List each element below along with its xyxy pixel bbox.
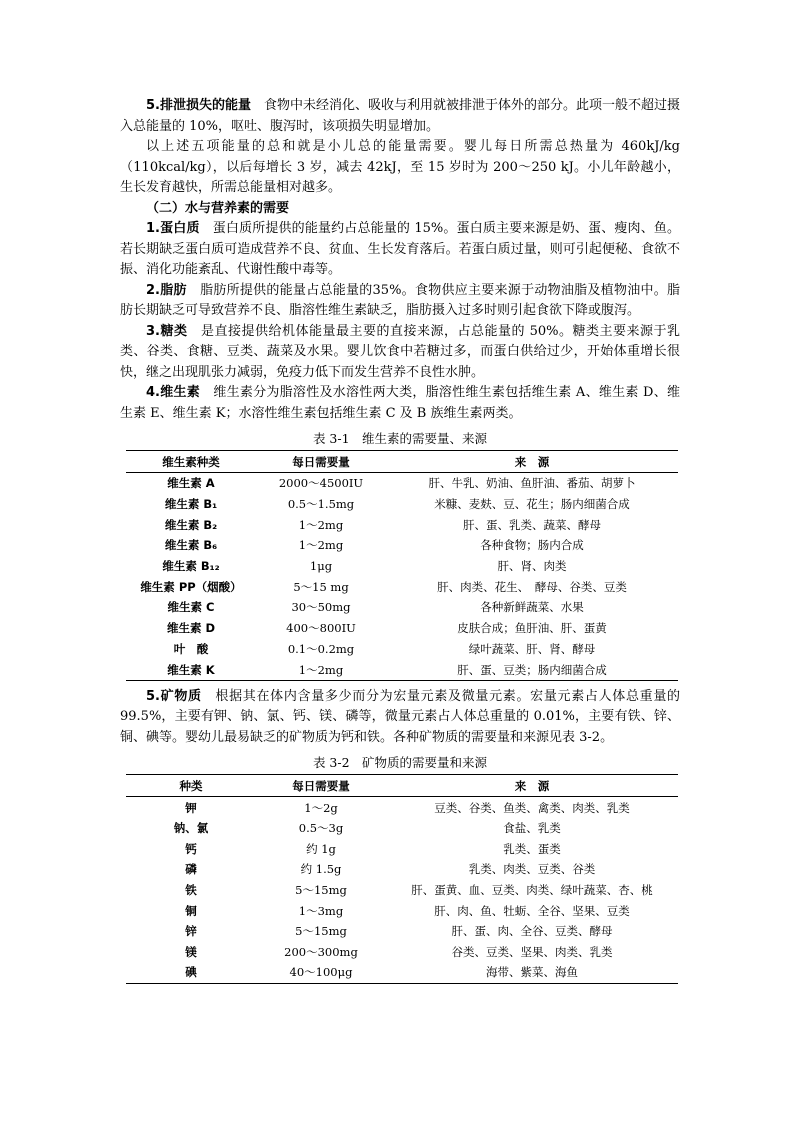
paragraph-text: 脂肪所提供的能量占总能量的35%。食物供应主要来源于动物油脂及植物油中。脂肪长期缺乏可导致营养不良、脂溶性维生素缺乏，脂肪摄入过多时则引起食欲下降或腹泻。 xyxy=(120,282,681,318)
table-cell: 0.5～1.5mg xyxy=(287,497,355,512)
table-row xyxy=(126,859,678,880)
table-cell: 肝、肉类、花生、 酵母、谷类、豆类 xyxy=(437,579,627,594)
paragraph-vitamin xyxy=(120,383,680,424)
table-row xyxy=(126,535,678,556)
paragraph-text: 维生素分为脂溶性及水溶性两大类，脂溶性维生素包括维生素 A、维生素 D、维生素 E、维生素 K；水溶性维生素包括维生素 C 及 B 族维生素两类。 xyxy=(120,385,681,421)
table-cell: 铜 xyxy=(185,903,197,918)
column-header: 每日需要量 xyxy=(256,451,386,473)
paragraph-text: 食物中未经消化、吸收与利用就被排泄于体外的部分。此项一般不超过摄入总能量的 10%，呕吐、腹泻时，该项损失明显增加。 xyxy=(120,98,680,134)
paragraph-total-energy xyxy=(120,137,680,199)
table-header-row xyxy=(126,451,678,473)
table-row xyxy=(126,494,678,515)
section-heading: （二）水与营养素的需要 xyxy=(146,200,290,216)
table-row xyxy=(126,659,678,680)
table-cell: 维生素 C xyxy=(167,600,215,615)
table-cell: 30～50mg xyxy=(291,600,351,615)
table-row xyxy=(126,962,678,983)
table-cell: 谷类、豆类、坚果、肉类、乳类 xyxy=(451,944,613,959)
table-cell: 1～3mg xyxy=(298,903,344,918)
table-cell: 肝、牛乳、奶油、鱼肝油、番茄、胡萝卜 xyxy=(428,476,636,491)
table-header-row xyxy=(126,775,678,797)
table-cell: 40～100μg xyxy=(289,965,353,980)
table-cell: 乳类、肉类、豆类、谷类 xyxy=(468,862,596,877)
table-row xyxy=(126,576,678,597)
table-cell: 维生素 PP（烟酸） xyxy=(140,579,242,594)
table-cell: 肝、蛋、豆类；肠内细菌合成 xyxy=(457,662,607,677)
table-cell: 0.5～3g xyxy=(298,821,344,836)
vitamin-table xyxy=(126,450,678,681)
table-cell: 肝、蛋黄、血、豆类、肉类、绿叶蔬菜、杏、桃 xyxy=(411,883,653,898)
table-row xyxy=(126,880,678,901)
table-cell: 碘 xyxy=(185,965,197,980)
table-cell: 5～15 mg xyxy=(293,579,349,594)
paragraph-fat xyxy=(120,281,680,322)
table-row xyxy=(126,839,678,860)
table-cell: 1～2mg xyxy=(298,517,344,532)
table-cell: 皮肤合成；鱼肝油、肝、蛋黄 xyxy=(457,621,607,636)
table-row xyxy=(126,921,678,942)
table-cell: 维生素 B₂ xyxy=(164,517,218,532)
table-caption: 表 3-2 矿物质的需要量和来源 xyxy=(312,755,488,771)
paragraph-protein xyxy=(120,219,680,281)
table-cell: 乳类、蛋类 xyxy=(503,841,561,856)
table-caption: 表 3-1 维生素的需要量、来源 xyxy=(312,431,488,446)
table-cell: 绿叶蔬菜、肝、肾、酵母 xyxy=(468,641,596,656)
table-cell: 叶 酸 xyxy=(173,641,209,656)
table-cell: 1～2g xyxy=(304,800,338,815)
paragraph-lead: 4.维生素 xyxy=(146,385,201,400)
table-cell: 海带、紫菜、海鱼 xyxy=(486,965,578,980)
table-row xyxy=(126,514,678,535)
table-cell: 各种新鲜蔬菜、水果 xyxy=(480,600,584,615)
table-cell: 约 1.5g xyxy=(300,862,342,877)
table-row xyxy=(126,473,678,494)
paragraph-text: 是直接提供给机体能量最主要的直接来源，占总能量的 50%。糖类主要来源于乳类、谷类、食糖、豆类、蔬菜及水果。婴儿饮食中若糖过多，而蛋白供给过少，开始体重增长很快，继之出现肌张力减弱，免疫力低下而发生营养不良性水肿。 xyxy=(120,323,680,380)
table-cell: 200～300mg xyxy=(284,944,358,959)
table-cell: 1μg xyxy=(309,559,333,574)
table-cell: 钾 xyxy=(185,800,197,815)
table-cell: 钙 xyxy=(185,841,197,856)
table-cell: 磷 xyxy=(185,862,197,877)
table-cell: 肝、蛋、乳类、蔬菜、酵母 xyxy=(463,517,601,532)
paragraph-carbohydrate xyxy=(120,322,680,384)
table-cell: 400～800IU xyxy=(286,621,356,636)
paragraph-excretion-energy xyxy=(120,96,680,137)
page-content xyxy=(120,96,680,984)
table-cell: 豆类、谷类、鱼类、禽类、肉类、乳类 xyxy=(434,800,630,815)
table-cell: 维生素 D xyxy=(166,621,216,636)
table-cell: 维生素 A xyxy=(167,476,215,491)
table-cell: 食盐、乳类 xyxy=(503,821,561,836)
table-cell: 铁 xyxy=(185,883,197,898)
paragraph-mineral xyxy=(120,687,680,749)
table-cell: 各种食物；肠内合成 xyxy=(480,538,584,553)
table-cell: 肝、肉、鱼、牡蛎、全谷、坚果、豆类 xyxy=(434,903,630,918)
table-cell: 5～15mg xyxy=(295,924,347,939)
paragraph-lead: 1.蛋白质 xyxy=(146,221,200,236)
table-cell: 锌 xyxy=(185,924,197,939)
table-cell: 钠、氯 xyxy=(173,821,209,836)
column-header: 种类 xyxy=(126,775,256,797)
table-cell: 维生素 B₁ xyxy=(164,497,218,512)
paragraph-text: 根据其在体内含量多少而分为宏量元素及微量元素。宏量元素占人体总重量的 99.5%，主要有钾、钠、氯、钙、镁、磷等，微量元素占人体总重量的 0.01%，主要有铁、锌、铜、碘等。婴幼儿最易缺乏的矿物质为钙和铁。各种矿物质的需要量和来源见表 3-2。 xyxy=(120,688,680,745)
table-cell: 米糠、麦麸、豆、花生；肠内细菌合成 xyxy=(434,497,630,512)
table-cell: 肝、蛋、肉、全谷、豆类、酵母 xyxy=(451,924,613,939)
mineral-table xyxy=(126,774,678,983)
table-cell: 肝、肾、肉类 xyxy=(497,559,567,574)
table-cell: 镁 xyxy=(185,944,197,959)
table-row xyxy=(126,639,678,660)
paragraph-lead: 2.脂肪 xyxy=(146,282,187,298)
column-header: 来 源 xyxy=(386,451,678,473)
table-cell: 约 1g xyxy=(306,841,336,856)
table-row xyxy=(126,818,678,839)
paragraph-lead: 5.矿物质 xyxy=(146,688,202,704)
table-cell: 0.1～0.2mg xyxy=(287,641,355,656)
table-row xyxy=(126,618,678,639)
table-row xyxy=(126,556,678,577)
table-row xyxy=(126,900,678,921)
table-cell: 1～2mg xyxy=(298,662,344,677)
table-cell: 1～2mg xyxy=(298,538,344,553)
column-header: 每日需要量 xyxy=(256,775,386,797)
paragraph-text: 以上述五项能量的总和就是小儿总的能量需要。婴儿每日所需总热量为 460kJ/kg（110kcal/kg），以后每增长 3 岁，减去 42kJ，至 15 岁时为 200～250 kJ。小儿年龄越小，生长发育越快，所需总能量相对越多。 xyxy=(120,139,680,195)
paragraph-lead: 5.排泄损失的能量 xyxy=(146,98,251,113)
table-row xyxy=(126,942,678,963)
column-header: 来 源 xyxy=(386,775,678,797)
table-row xyxy=(126,597,678,618)
table-cell: 维生素 K xyxy=(167,662,215,677)
paragraph-lead: 3.糖类 xyxy=(146,323,188,339)
column-header: 维生素种类 xyxy=(126,451,256,473)
table-cell: 5～15mg xyxy=(295,883,347,898)
table-row xyxy=(126,797,678,818)
table-cell: 2000～4500IU xyxy=(278,476,364,491)
table-cell: 维生素 B₁₂ xyxy=(162,559,220,574)
paragraph-text: 蛋白质所提供的能量约占总能量的 15%。蛋白质主要来源是奶、蛋、瘦肉、鱼。若长期缺乏蛋白质可造成营养不良、贫血、生长发育落后。若蛋白质过量，则可引起便秘、食欲不振、消化功能紊乱、代谢性酸中毒等。 xyxy=(120,221,681,277)
table-cell: 维生素 B₆ xyxy=(164,538,218,553)
